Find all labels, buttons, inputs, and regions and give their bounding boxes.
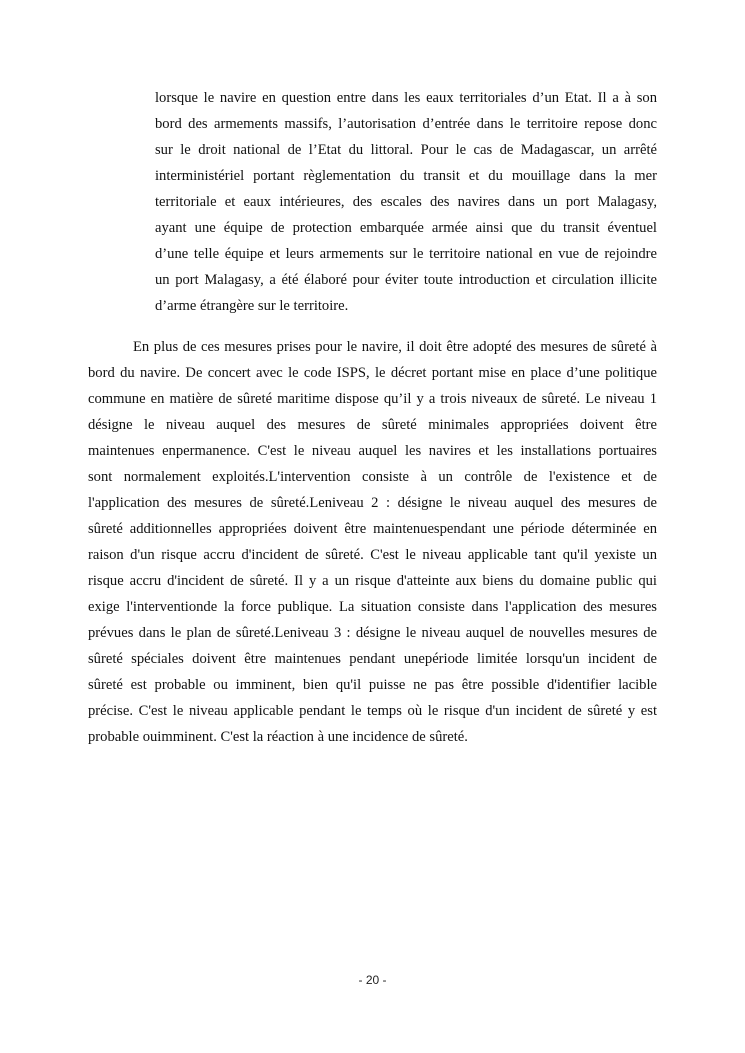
paragraph-line: précise. C'est le niveau applicable pendant le temps où le risque d'un incident de sûreté y est	[88, 703, 657, 719]
paragraph-line: un port Malagasy, a été élaboré pour éviter toute introduction et circulation illicite	[155, 272, 657, 288]
paragraph-line: bord du navire. De concert avec le code ISPS, le décret portant mise en place d’une politique	[88, 365, 657, 381]
paragraph-line: probable ouimminent. C'est la réaction à une incidence de sûreté.	[88, 729, 468, 745]
paragraph-line: sûreté est probable ou imminent, bien qu'il puisse ne pas être possible d'identifier lacible	[88, 677, 657, 693]
paragraph-line: raison d'un risque accru d'incident de sûreté. C'est le niveau applicable tant qu'il yexiste un	[88, 547, 657, 563]
paragraph-line: d’une telle équipe et leurs armements sur le territoire national en vue de rejoindre	[155, 246, 657, 262]
paragraph-line: interministériel portant règlementation du transit et du mouillage dans la mer	[155, 168, 657, 184]
paragraph-line: maintenues enpermanence. C'est le niveau auquel les navires et les installations portuaires	[88, 443, 657, 459]
paragraph-line: ayant une équipe de protection embarquée armée ainsi que du transit éventuel	[155, 220, 657, 236]
paragraph-line: sont normalement exploités.L'intervention consiste à un contrôle de l'existence et de	[88, 469, 657, 485]
paragraph-line: d’arme étrangère sur le territoire.	[155, 298, 349, 314]
page-number: - 20 -	[358, 973, 387, 987]
paragraph-line: risque accru d'incident de sûreté. Il y a un risque d'atteinte aux biens du domaine public qui	[88, 573, 657, 589]
paragraph-line: sûreté additionnelles appropriées doivent être maintenuespendant une période déterminée en	[88, 521, 657, 537]
paragraph-line: sûreté spéciales doivent être maintenues pendant unepériode limitée lorsqu'un incident de	[88, 651, 657, 667]
paragraph-line: territoriale et eaux intérieures, des escales des navires dans un port Malagasy,	[155, 194, 657, 210]
paragraph-line: prévues dans le plan de sûreté.Leniveau 3 : désigne le niveau auquel de nouvelles mesures de	[88, 625, 657, 641]
paragraph-line: désigne le niveau auquel des mesures de sûreté minimales appropriées doivent être	[88, 417, 657, 433]
paragraph-line: l'application des mesures de sûreté.Leniveau 2 : désigne le niveau auquel des mesures de	[88, 495, 657, 511]
paragraph-line: bord des armements massifs, l’autorisation d’entrée dans le territoire repose donc	[155, 116, 657, 132]
paragraph-line: sur le droit national de l’Etat du littoral. Pour le cas de Madagascar, un arrêté	[155, 142, 657, 158]
paragraph-line: commune en matière de sûreté maritime dispose qu’il y a trois niveaux de sûreté. Le niveau 1	[88, 391, 657, 407]
paragraph-line: lorsque le navire en question entre dans les eaux territoriales d’un Etat. Il a à son	[155, 90, 657, 106]
paragraph-line: exige l'interventionde la force publique. La situation consiste dans l'application des mesures	[88, 599, 657, 615]
paragraph-line: En plus de ces mesures prises pour le navire, il doit être adopté des mesures de sûreté à	[133, 339, 657, 355]
